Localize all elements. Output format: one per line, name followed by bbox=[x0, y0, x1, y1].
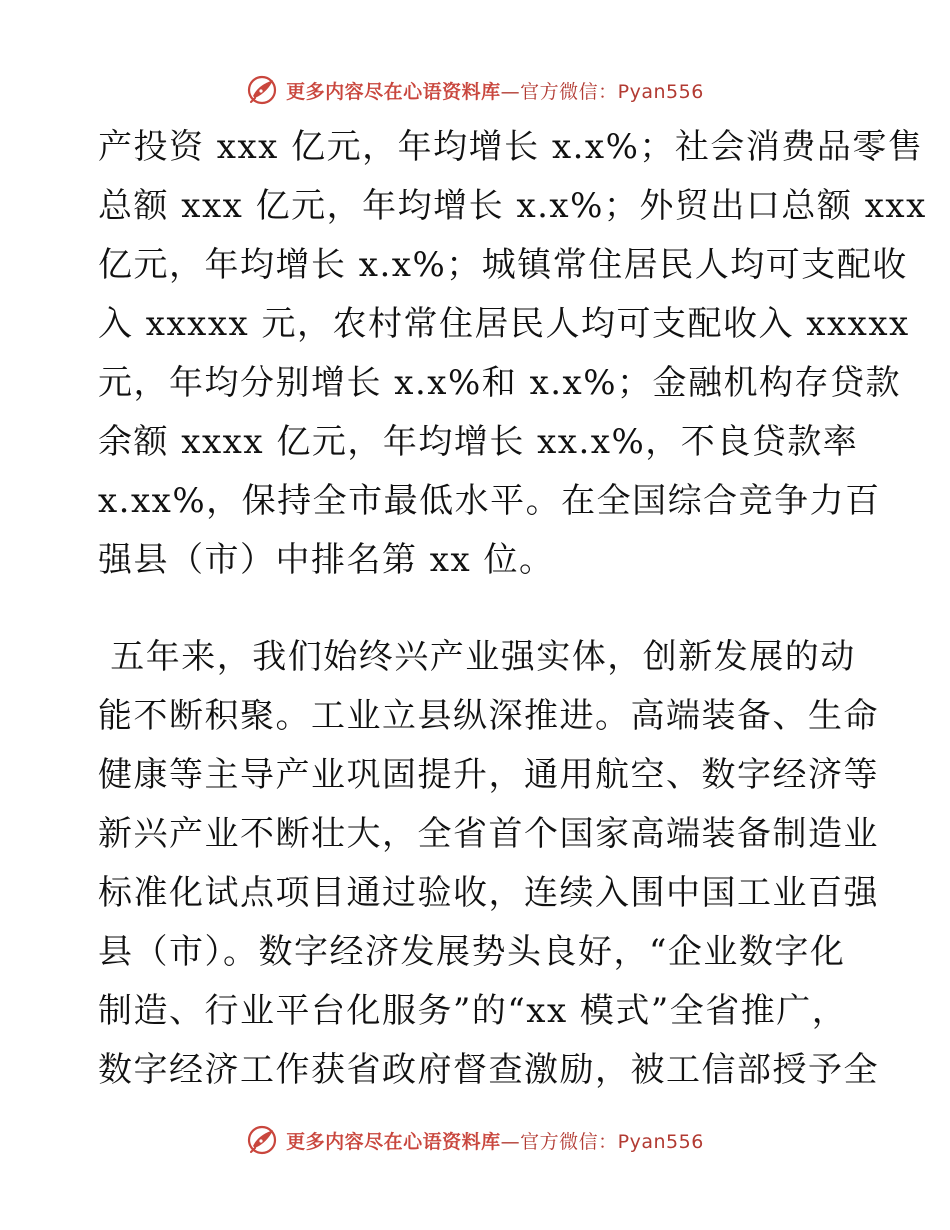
text-line: 制造、行业平台化服务”的“xx 模式”全省推广， bbox=[98, 991, 848, 1031]
document-body bbox=[98, 118, 927, 1100]
watermark-contact: 官方微信：Pyan556 bbox=[520, 1130, 704, 1153]
watermark-contact: 官方微信：Pyan556 bbox=[520, 80, 704, 103]
text-line: 总额 xxx 亿元，年均增长 x.x%；外贸出口总额 xxx bbox=[98, 186, 927, 226]
text-line: 标准化试点项目通过验收，连续入围中国工业百强 bbox=[98, 873, 879, 913]
watermark-separator: — bbox=[500, 80, 521, 103]
text-line: 产投资 xxx 亿元，年均增长 x.x%；社会消费品零售 bbox=[98, 127, 924, 167]
watermark-brand: 更多内容尽在心语资料库 bbox=[286, 1130, 501, 1153]
text-line: 能不断积聚。工业立县纵深推进。高端装备、生命 bbox=[98, 696, 879, 736]
paragraph-2 bbox=[98, 628, 879, 1100]
text-line: 入 xxxxx 元，农村常住居民人均可支配收入 xxxxx bbox=[98, 304, 910, 344]
pen-nib-logo-icon bbox=[246, 1124, 278, 1156]
text-line: 五年来，我们始终兴产业强实体，创新发展的动 bbox=[98, 637, 856, 677]
paragraph-1 bbox=[98, 118, 927, 590]
text-line: 新兴产业不断壮大，全省首个国家高端装备制造业 bbox=[98, 814, 879, 854]
footer-watermark bbox=[0, 1120, 950, 1160]
watermark-brand: 更多内容尽在心语资料库 bbox=[286, 80, 501, 103]
text-line: 强县（市）中排名第 xx 位。 bbox=[98, 540, 555, 580]
header-watermark bbox=[0, 70, 950, 110]
pen-nib-logo-icon bbox=[246, 74, 278, 106]
text-line: 健康等主导产业巩固提升，通用航空、数字经济等 bbox=[98, 755, 879, 795]
watermark-text bbox=[286, 1127, 704, 1154]
text-line: 亿元，年均增长 x.x%；城镇常住居民人均可支配收 bbox=[98, 245, 908, 285]
watermark-separator: — bbox=[500, 1130, 521, 1153]
text-line: 县（市）。数字经济发展势头良好，“企业数字化 bbox=[98, 932, 846, 972]
watermark-text bbox=[286, 77, 704, 104]
text-line: 数字经济工作获省政府督查激励，被工信部授予全 bbox=[98, 1050, 879, 1090]
text-line: 元，年均分别增长 x.x%和 x.x%；金融机构存贷款 bbox=[98, 363, 902, 403]
paragraph-gap bbox=[98, 590, 868, 628]
text-line: 余额 xxxx 亿元，年均增长 xx.x%，不良贷款率 bbox=[98, 422, 859, 462]
text-line: x.xx%，保持全市最低水平。在全国综合竞争力百 bbox=[98, 481, 881, 521]
